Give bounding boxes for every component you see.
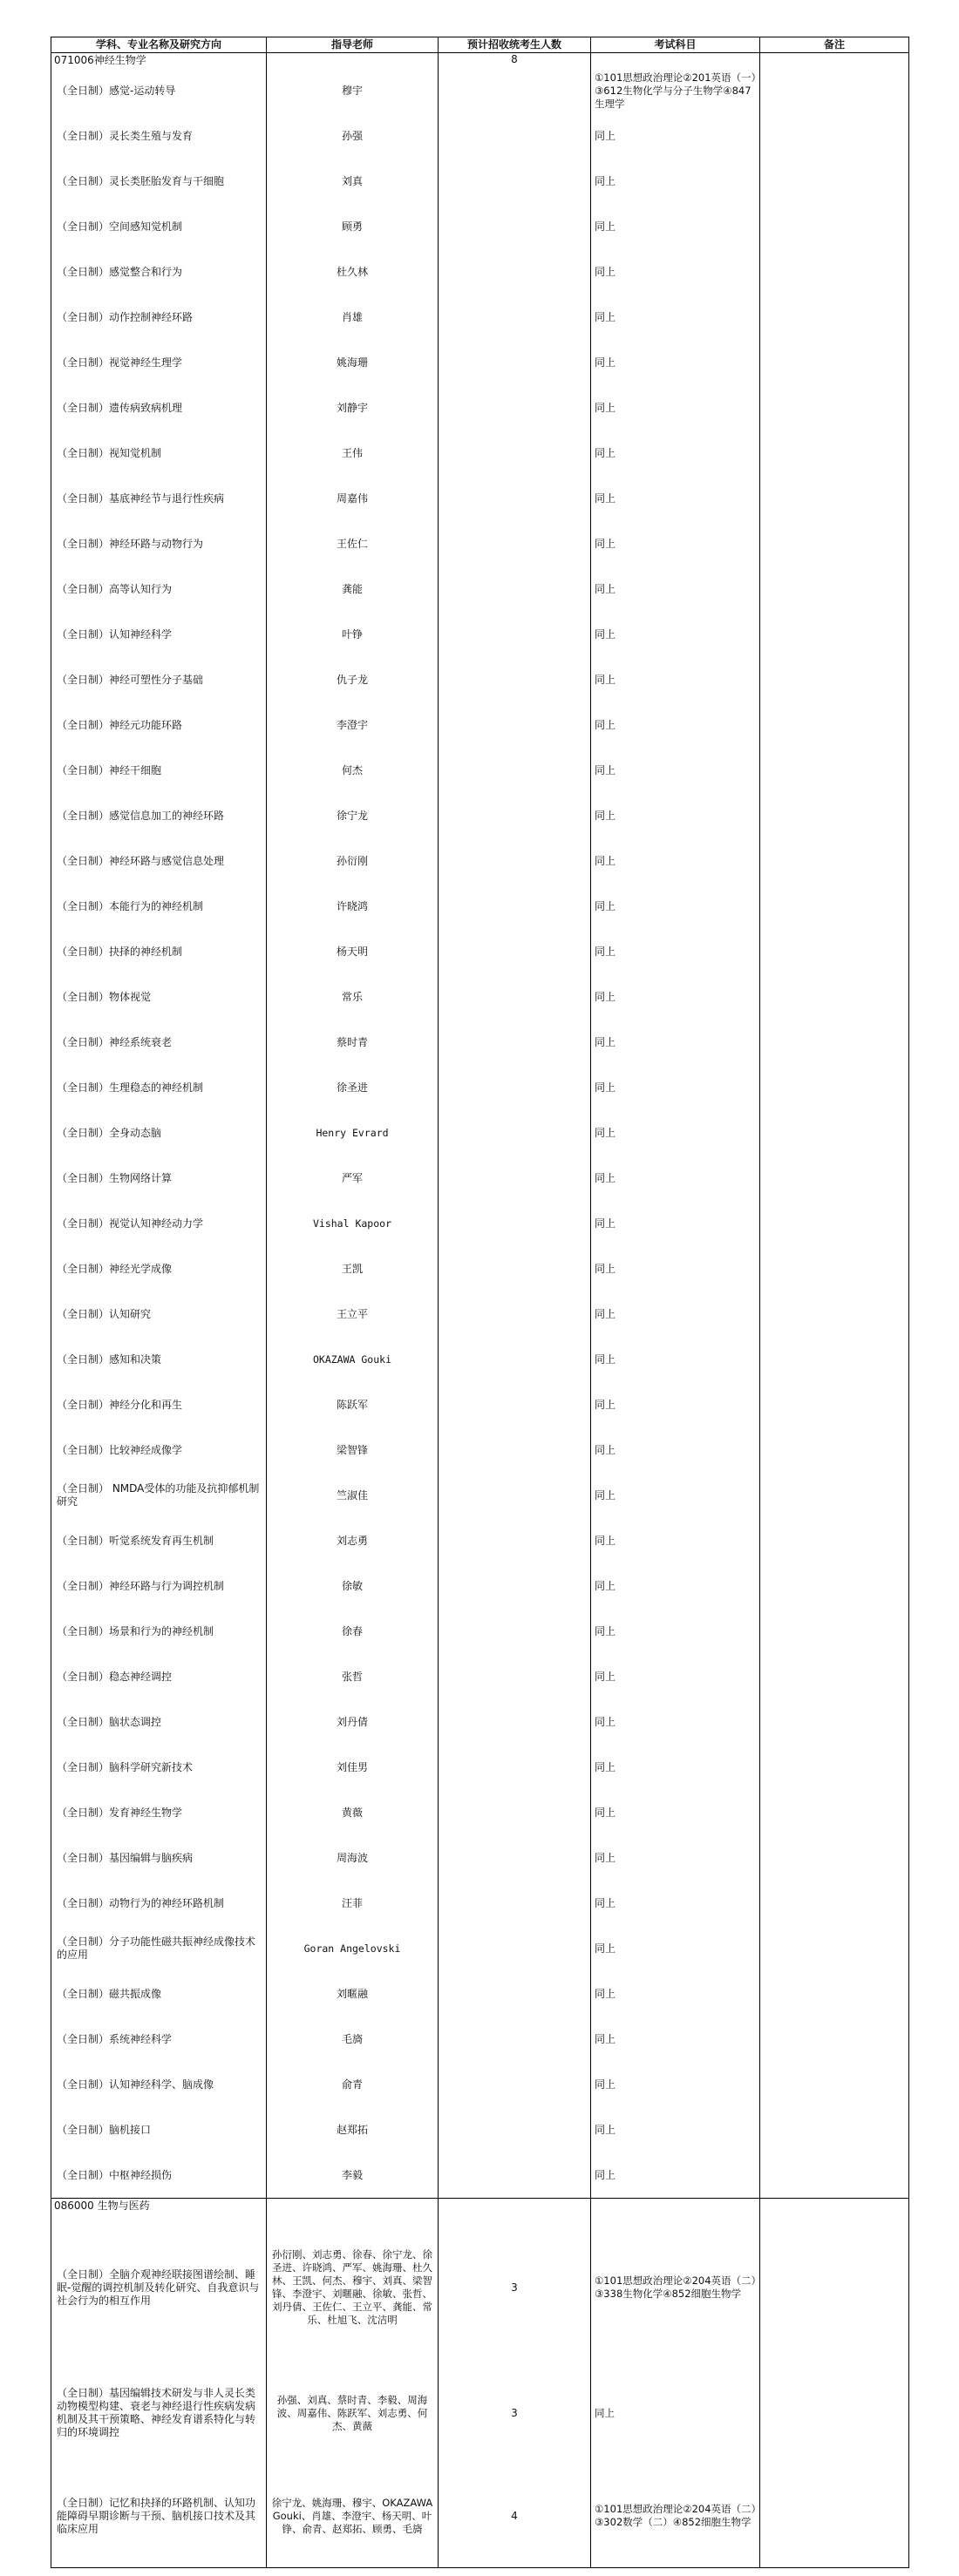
table-row — [51, 1382, 909, 1427]
exam-cell: 同上 — [591, 1337, 760, 1382]
table-row — [51, 1201, 909, 1246]
table-row — [51, 430, 909, 476]
exam-cell: 同上 — [591, 657, 760, 702]
direction-cell: （全日制）神经环路与动物行为 — [51, 521, 267, 566]
header-remarks: 备注 — [760, 37, 909, 53]
tutor-cell: 孙强 — [267, 113, 439, 159]
table-row — [51, 1020, 909, 1065]
header-row — [51, 37, 909, 53]
tutor-cell: 李澄宇 — [267, 702, 439, 748]
exam-cell: 同上 — [591, 385, 760, 430]
table-row — [51, 1745, 909, 1790]
tutor-cell: 刘佳男 — [267, 1745, 439, 1790]
tutor-cell: 徐圣进 — [267, 1065, 439, 1110]
section-row — [51, 53, 909, 69]
exam-cell: 同上 — [591, 2017, 760, 2062]
direction-cell: （全日制）生物网络计算 — [51, 1156, 267, 1201]
exam-cell: 同上 — [591, 1563, 760, 1609]
tutor-cell: 汪菲 — [267, 1881, 439, 1926]
table-row — [51, 2062, 909, 2107]
exam-cell: 同上 — [591, 113, 760, 159]
table-row — [51, 68, 909, 113]
exam-cell: 同上 — [591, 1201, 760, 1246]
direction-cell: （全日制）全脑介观神经联接图谱绘制、睡眠-觉醒的调控机制及转化研究、自我意识与社会行为的相互作用 — [51, 2213, 267, 2362]
tutor-cell: 孙衍刚、刘志勇、徐春、徐宁龙、徐圣进、许晓鸿、严军、姚海珊、杜久林、王凯、何杰、穆宇、刘真、梁智锋、李澄宇、刘暱融、徐敏、张哲、刘丹倩、王佐仁、王立平、龚能、常乐、杜旭飞、沈洁明 — [267, 2213, 439, 2362]
tutor-cell: 顾勇 — [267, 204, 439, 249]
direction-cell: （全日制）感知和决策 — [51, 1337, 267, 1382]
direction-cell: （全日制）视觉认知神经动力学 — [51, 1201, 267, 1246]
exam-cell: 同上 — [591, 1110, 760, 1156]
table-row — [51, 974, 909, 1020]
section-code: 071006神经生物学 — [51, 53, 267, 69]
direction-cell: （全日制）脑机接口 — [51, 2107, 267, 2152]
exam-cell: 同上 — [591, 884, 760, 929]
direction-cell: （全日制）中枢神经损伤 — [51, 2152, 267, 2199]
direction-cell: （全日制）脑状态调控 — [51, 1699, 267, 1745]
table-row — [51, 884, 909, 929]
table-row — [51, 2213, 909, 2362]
exam-cell: 同上 — [591, 1156, 760, 1201]
tutor-cell: 穆宇 — [267, 68, 439, 113]
direction-cell: （全日制）场景和行为的神经机制 — [51, 1609, 267, 1654]
header-quota: 预计招收统考生人数 — [439, 37, 591, 53]
tutor-cell: 徐宁龙、姚海珊、穆宇、OKAZAWA Gouki、肖雄、李澄宇、杨天明、叶铮、俞青、赵郑拓、顾勇、毛旖 — [267, 2464, 439, 2568]
exam-cell: 同上 — [591, 295, 760, 340]
table-row — [51, 2152, 909, 2199]
direction-cell: （全日制）动物行为的神经环路机制 — [51, 1881, 267, 1926]
direction-cell: （全日制）神经元功能环路 — [51, 702, 267, 748]
tutor-cell: 徐宁龙 — [267, 793, 439, 838]
tutor-cell: 李毅 — [267, 2152, 439, 2199]
table-row — [51, 295, 909, 340]
table-row — [51, 929, 909, 974]
section-code: 086000 生物与医药 — [51, 2199, 267, 2214]
tutor-cell: 徐敏 — [267, 1563, 439, 1609]
tutor-cell: 刘真 — [267, 159, 439, 204]
tutor-cell: 肖雄 — [267, 295, 439, 340]
exam-cell: 同上 — [591, 2152, 760, 2199]
tutor-cell: 杨天明 — [267, 929, 439, 974]
direction-cell: （全日制）分子功能性磁共振神经成像技术的应用 — [51, 1926, 267, 1971]
table-row — [51, 1699, 909, 1745]
section-row — [51, 2199, 909, 2214]
direction-cell: （全日制）神经系统衰老 — [51, 1020, 267, 1065]
exam-cell: 同上 — [591, 1699, 760, 1745]
table-body — [51, 53, 909, 2568]
direction-cell: （全日制）比较神经成像学 — [51, 1427, 267, 1473]
tutor-cell: 俞青 — [267, 2062, 439, 2107]
quota-cell: 3 — [439, 2213, 591, 2362]
tutor-cell: Henry Evrard — [267, 1110, 439, 1156]
exam-cell: 同上 — [591, 793, 760, 838]
tutor-cell: 孙强、刘真、蔡时青、李毅、周海波、周嘉伟、陈跃军、刘志勇、何杰、黄薇 — [267, 2362, 439, 2464]
direction-cell: （全日制）稳态神经调控 — [51, 1654, 267, 1699]
table-row — [51, 2362, 909, 2464]
direction-cell: （全日制）视知觉机制 — [51, 430, 267, 476]
table-row — [51, 1337, 909, 1382]
exam-cell: 同上 — [591, 1835, 760, 1881]
table-row — [51, 2107, 909, 2152]
tutor-cell: 刘志勇 — [267, 1518, 439, 1563]
direction-cell: （全日制）抉择的神经机制 — [51, 929, 267, 974]
exam-cell: 同上 — [591, 1971, 760, 2017]
direction-cell: （全日制）本能行为的神经机制 — [51, 884, 267, 929]
table-row — [51, 2464, 909, 2568]
direction-cell: （全日制）感觉-运动转导 — [51, 68, 267, 113]
tutor-cell: 毛旖 — [267, 2017, 439, 2062]
exam-cell: 同上 — [591, 1790, 760, 1835]
tutor-cell: 张哲 — [267, 1654, 439, 1699]
table-row — [51, 159, 909, 204]
header-exam: 考试科目 — [591, 37, 760, 53]
header-discipline: 学科、专业名称及研究方向 — [51, 37, 267, 53]
direction-cell: （全日制）记忆和抉择的环路机制、认知功能障碍早期诊断与干预、脑机接口技术及其临床应用 — [51, 2464, 267, 2568]
tutor-cell: 周嘉伟 — [267, 476, 439, 521]
section-quota: 8 — [439, 53, 591, 69]
direction-cell: （全日制）神经光学成像 — [51, 1246, 267, 1291]
exam-cell: 同上 — [591, 476, 760, 521]
direction-cell: （全日制）神经分化和再生 — [51, 1382, 267, 1427]
table-row — [51, 1835, 909, 1881]
exam-cell: 同上 — [591, 1473, 760, 1518]
header-tutor: 指导老师 — [267, 37, 439, 53]
tutor-cell: 刘静宇 — [267, 385, 439, 430]
tutor-cell: 许晓鸿 — [267, 884, 439, 929]
table-row — [51, 1971, 909, 2017]
tutor-cell: OKAZAWA Gouki — [267, 1337, 439, 1382]
tutor-cell: 周海波 — [267, 1835, 439, 1881]
direction-cell: （全日制）遗传病致病机理 — [51, 385, 267, 430]
exam-cell: ①101思想政治理论②204英语（二）③338生物化学④852细胞生物学 — [591, 2213, 760, 2362]
direction-cell: （全日制）灵长类生殖与发育 — [51, 113, 267, 159]
table-row — [51, 566, 909, 612]
exam-cell: 同上 — [591, 204, 760, 249]
tutor-cell: Vishal Kapoor — [267, 1201, 439, 1246]
table-row — [51, 521, 909, 566]
tutor-cell: 刘暱融 — [267, 1971, 439, 2017]
direction-cell: （全日制）感觉信息加工的神经环路 — [51, 793, 267, 838]
tutor-cell: 严军 — [267, 1156, 439, 1201]
exam-cell: 同上 — [591, 1382, 760, 1427]
direction-cell: （全日制）发育神经生物学 — [51, 1790, 267, 1835]
table-row — [51, 249, 909, 295]
exam-cell: 同上 — [591, 1246, 760, 1291]
exam-cell: 同上 — [591, 1609, 760, 1654]
table-row — [51, 1291, 909, 1337]
table-row — [51, 1563, 909, 1609]
direction-cell: （全日制）神经环路与感觉信息处理 — [51, 838, 267, 884]
exam-cell: 同上 — [591, 159, 760, 204]
exam-cell: ①101思想政治理论②201英语（一）③612生物化学与分子生物学④847生理学 — [591, 68, 760, 113]
table-row — [51, 1881, 909, 1926]
direction-cell: （全日制）脑科学研究新技术 — [51, 1745, 267, 1790]
exam-cell: 同上 — [591, 1745, 760, 1790]
exam-cell: 同上 — [591, 1518, 760, 1563]
exam-cell: 同上 — [591, 340, 760, 385]
table-row — [51, 385, 909, 430]
table-row — [51, 476, 909, 521]
table-row — [51, 1654, 909, 1699]
admissions-table — [51, 37, 909, 2568]
table-row — [51, 1156, 909, 1201]
exam-cell: 同上 — [591, 929, 760, 974]
exam-cell: 同上 — [591, 612, 760, 657]
exam-cell: 同上 — [591, 1427, 760, 1473]
tutor-cell: 刘丹倩 — [267, 1699, 439, 1745]
exam-cell: 同上 — [591, 1926, 760, 1971]
direction-cell: （全日制）系统神经科学 — [51, 2017, 267, 2062]
tutor-cell: 杜久林 — [267, 249, 439, 295]
exam-cell: 同上 — [591, 249, 760, 295]
tutor-cell: 常乐 — [267, 974, 439, 1020]
direction-cell: （全日制）认知神经科学 — [51, 612, 267, 657]
table-row — [51, 1518, 909, 1563]
direction-cell: （全日制）感觉整合和行为 — [51, 249, 267, 295]
quota-cell: 3 — [439, 2362, 591, 2464]
table-row — [51, 2017, 909, 2062]
direction-cell: （全日制）高等认知行为 — [51, 566, 267, 612]
table-row — [51, 1790, 909, 1835]
exam-cell: 同上 — [591, 2107, 760, 2152]
tutor-cell: 徐春 — [267, 1609, 439, 1654]
exam-cell: 同上 — [591, 838, 760, 884]
exam-cell: 同上 — [591, 748, 760, 793]
exam-cell: 同上 — [591, 1065, 760, 1110]
quota-cell: 4 — [439, 2464, 591, 2568]
tutor-cell: 陈跃军 — [267, 1382, 439, 1427]
direction-cell: （全日制）基因编辑技术研发与非人灵长类动物模型构建、衰老与神经退行性疾病发病机制及其干预策略、神经发育谱系特化与转归的环境调控 — [51, 2362, 267, 2464]
exam-cell: 同上 — [591, 521, 760, 566]
tutor-cell: 王立平 — [267, 1291, 439, 1337]
exam-cell: 同上 — [591, 566, 760, 612]
exam-cell: 同上 — [591, 1020, 760, 1065]
direction-cell: （全日制）神经干细胞 — [51, 748, 267, 793]
tutor-cell: 叶铮 — [267, 612, 439, 657]
exam-cell: 同上 — [591, 430, 760, 476]
table-row — [51, 1110, 909, 1156]
tutor-cell: 何杰 — [267, 748, 439, 793]
exam-cell: 同上 — [591, 1654, 760, 1699]
direction-cell: （全日制）认知神经科学、脑成像 — [51, 2062, 267, 2107]
direction-cell: （全日制）基底神经节与退行性疾病 — [51, 476, 267, 521]
direction-cell: （全日制）听觉系统发育再生机制 — [51, 1518, 267, 1563]
tutor-cell: 姚海珊 — [267, 340, 439, 385]
exam-cell: 同上 — [591, 974, 760, 1020]
direction-cell: （全日制）基因编辑与脑疾病 — [51, 1835, 267, 1881]
direction-cell: （全日制）物体视觉 — [51, 974, 267, 1020]
table-row — [51, 1427, 909, 1473]
direction-cell: （全日制）生理稳态的神经机制 — [51, 1065, 267, 1110]
tutor-cell: 黄薇 — [267, 1790, 439, 1835]
exam-cell: 同上 — [591, 2362, 760, 2464]
exam-cell: 同上 — [591, 2062, 760, 2107]
tutor-cell: 王凯 — [267, 1246, 439, 1291]
tutor-cell: Goran Angelovski — [267, 1926, 439, 1971]
tutor-cell: 赵郑拓 — [267, 2107, 439, 2152]
table-row — [51, 748, 909, 793]
table-row — [51, 1065, 909, 1110]
direction-cell: （全日制） NMDA受体的功能及抗抑郁机制研究 — [51, 1473, 267, 1518]
tutor-cell: 梁智锋 — [267, 1427, 439, 1473]
tutor-cell: 龚能 — [267, 566, 439, 612]
exam-cell: 同上 — [591, 702, 760, 748]
table-row — [51, 1473, 909, 1518]
table-row — [51, 793, 909, 838]
direction-cell: （全日制）空间感知觉机制 — [51, 204, 267, 249]
exam-cell: 同上 — [591, 1291, 760, 1337]
tutor-cell: 王伟 — [267, 430, 439, 476]
exam-cell: ①101思想政治理论②204英语（二）③302数学（二）④852细胞生物学 — [591, 2464, 760, 2568]
direction-cell: （全日制）认知研究 — [51, 1291, 267, 1337]
direction-cell: （全日制）视觉神经生理学 — [51, 340, 267, 385]
direction-cell: （全日制）灵长类胚胎发育与干细胞 — [51, 159, 267, 204]
tutor-cell: 仇子龙 — [267, 657, 439, 702]
direction-cell: （全日制）动作控制神经环路 — [51, 295, 267, 340]
table-row — [51, 1246, 909, 1291]
table-row — [51, 838, 909, 884]
tutor-cell: 王佐仁 — [267, 521, 439, 566]
table-row — [51, 657, 909, 702]
table-row — [51, 113, 909, 159]
table-row — [51, 702, 909, 748]
table-row — [51, 612, 909, 657]
direction-cell: （全日制）神经环路与行为调控机制 — [51, 1563, 267, 1609]
exam-cell: 同上 — [591, 1881, 760, 1926]
table-row — [51, 1609, 909, 1654]
direction-cell: （全日制）全身动态脑 — [51, 1110, 267, 1156]
table-row — [51, 1926, 909, 1971]
tutor-cell: 竺淑佳 — [267, 1473, 439, 1518]
tutor-cell: 蔡时青 — [267, 1020, 439, 1065]
direction-cell: （全日制）磁共振成像 — [51, 1971, 267, 2017]
table-row — [51, 204, 909, 249]
direction-cell: （全日制）神经可塑性分子基础 — [51, 657, 267, 702]
table-row — [51, 340, 909, 385]
tutor-cell: 孙衍刚 — [267, 838, 439, 884]
